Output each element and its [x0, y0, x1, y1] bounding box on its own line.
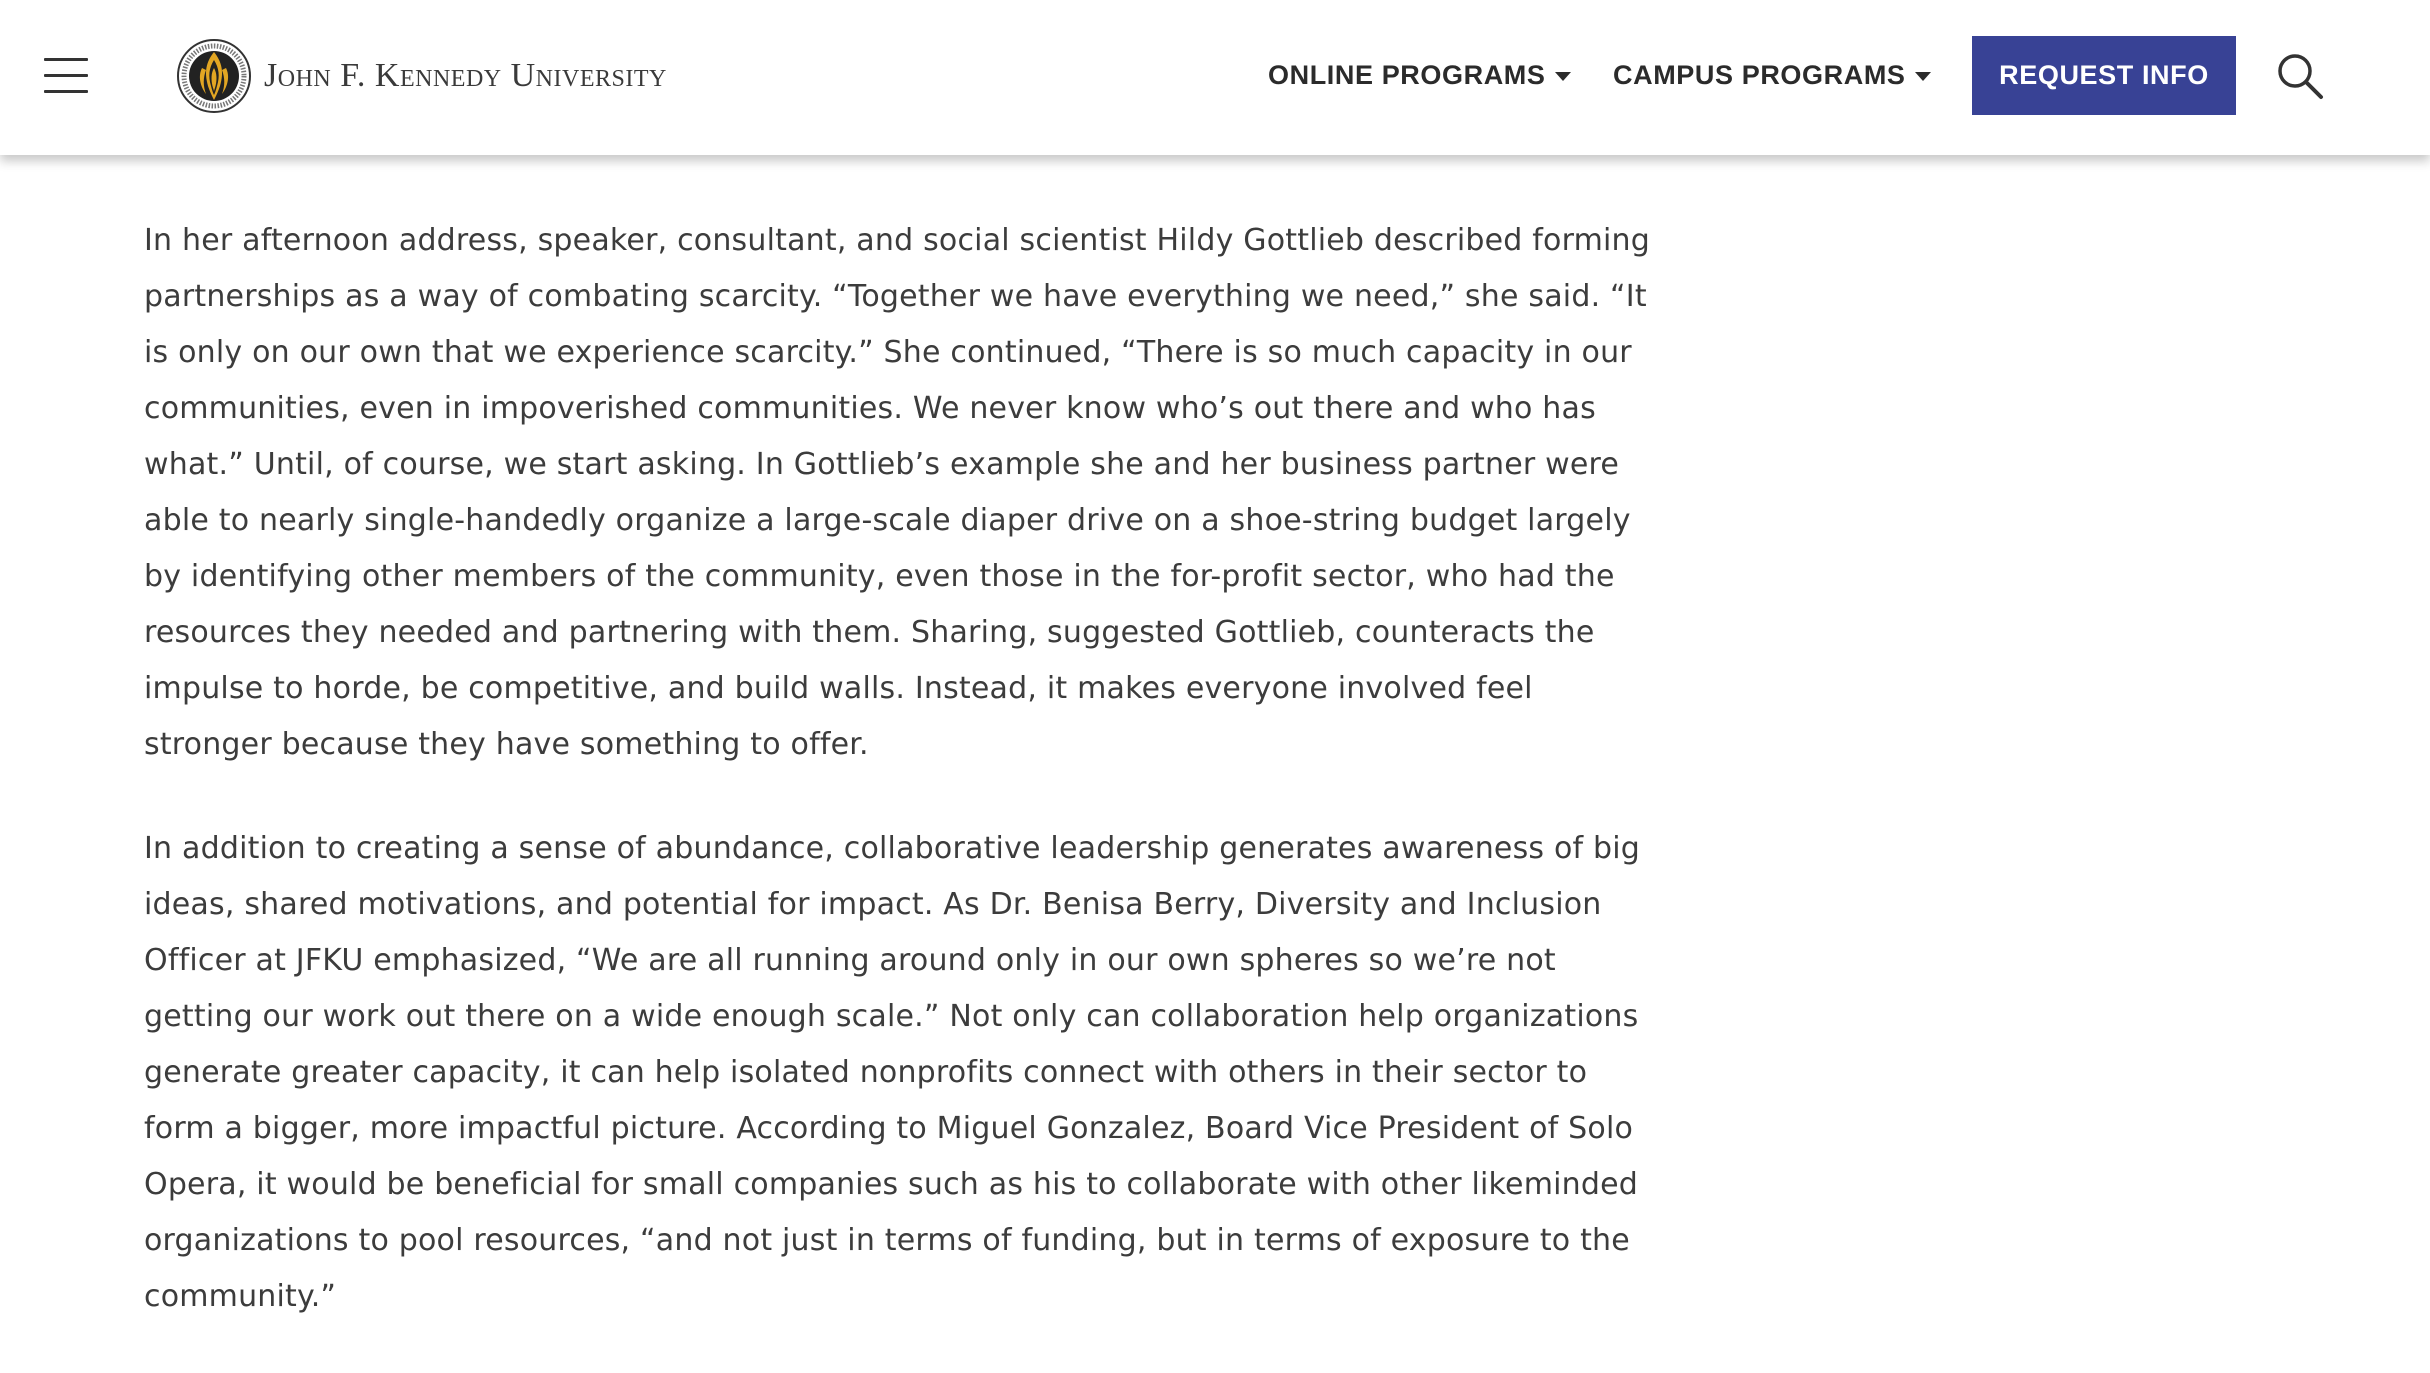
university-name: John F. Kennedy University: [264, 57, 667, 94]
site-header: [0, 0, 2430, 155]
nav-campus-programs-label[interactable]: [1613, 60, 1931, 91]
search-icon[interactable]: [2276, 52, 2324, 100]
request-info-button[interactable]: REQUEST INFO: [1972, 36, 2236, 115]
hamburger-menu-icon[interactable]: [44, 58, 88, 94]
nav-online-programs[interactable]: [1268, 42, 1571, 108]
hamburger-line: [44, 74, 88, 77]
hamburger-line: [44, 90, 88, 93]
nav-campus-programs[interactable]: [1613, 42, 1931, 108]
article-paragraph: In addition to creating a sense of abundance, collaborative leadership generates awareness of big ideas, shared motivations, and potential for impact. As Dr. Benisa Berry, Diversity and Inclusion Officer at JFKU emphasized, “We are all running around only in our own spheres so we’re not getting our work out there on a wide enough scale.” Not only can collaboration help organizations generate greater capacity, it can help isolated nonprofits connect with others in their sector to form a bigger, more impactful picture. According to Miguel Gonzalez, Board Vice President of Solo Opera, it would be beneficial for small companies such as his to collaborate with other likeminded organizations to pool resources, “and not just in terms of funding, but in terms of exposure to the community.”: [144, 831, 1641, 1314]
nav-online-programs-text: ONLINE PROGRAMS: [1268, 59, 1546, 90]
article-body: [144, 213, 1654, 1373]
nav-online-programs-label[interactable]: [1268, 60, 1571, 91]
university-seal-icon: [176, 38, 252, 114]
article-paragraph: In her afternoon address, speaker, consultant, and social scientist Hildy Gottlieb described forming partnerships as a way of combating scarcity. “Together we have everything we need,” she said. “It is only on our own that we experience scarcity.” She continued, “There is so much capacity in our communities, even in impoverished communities. We never know who’s out there and who has what.” Until, of course, we start asking. In Gottlieb’s example she and her business partner were able to nearly single-handedly organize a large-scale diaper drive on a shoe-string budget largely by identifying other members of the community, even those in the for-profit sector, who had the resources they needed and partnering with them. Sharing, suggested Gottlieb, counteracts the impulse to horde, be competitive, and build walls. Instead, it makes everyone involved feel stronger because they have something to offer.: [144, 223, 1651, 762]
nav-campus-programs-text: CAMPUS PROGRAMS: [1613, 59, 1906, 90]
university-logo[interactable]: [176, 38, 667, 114]
caret-down-icon: [1555, 72, 1571, 81]
caret-down-icon: [1915, 72, 1931, 81]
hamburger-line: [44, 58, 88, 61]
